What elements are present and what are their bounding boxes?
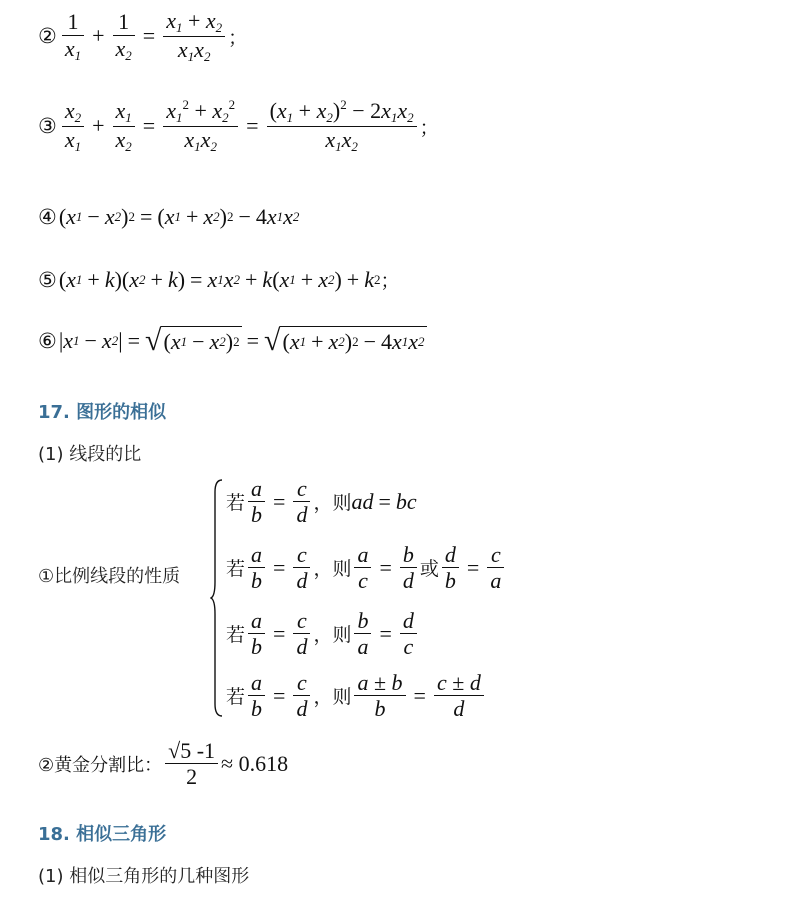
formula-number: ⑥ [38, 329, 57, 353]
formula-2: ② $\frac{1}{x_1}$ + $\frac{1}{x_2}$ = $\frac{x_1 + x_2}{x_1x_2}$ ； [38, 8, 248, 64]
rule-2: 若 $\frac{a}{b}$ = $\frac{c}{d}$ ， 则 $\frac{a}{c}$ = $\frac{b}{d}$ 或 $\frac{d}{b}$ = $\frac{c}{a}$ [226, 542, 507, 594]
formula-3: ③ $\frac{x_2}{x_1}$ + $\frac{x_1}{x_2}$ = $\frac{x_1^2 + x_2^2}{x_1x_2}$ = $\frac{(x_1 + x_2)^2 - 2x_1x_2}{x_1x_2}$ ； [38, 97, 439, 154]
brace [210, 478, 224, 718]
section-17-sub1: (1) 线段的比 [38, 444, 142, 465]
formula-5: ⑤ ( x 1 + k )( x 2 + k ) = x 1 x 2 + k ( x 1 + x 2 ) + k 2 ； [38, 266, 400, 292]
rule-3: 若 $\frac{a}{b}$ = $\frac{c}{d}$ ， 则 $\frac{b}{a}$ = $\frac{d}{c}$ [226, 608, 420, 660]
formula-number: ④ [38, 205, 57, 229]
rule-4: 若 $\frac{a}{b}$ = $\frac{c}{d}$ ， 则 $\frac{a \pm b}{b}$ = $\frac{c \pm d}{d}$ [226, 670, 487, 722]
semicolon: ； [380, 270, 400, 292]
golden-ratio-value: ≈ 0.618 [221, 750, 289, 776]
semicolon: ； [228, 26, 248, 49]
section-18-sub1: (1) 相似三角形的几种图形 [38, 866, 250, 887]
section-17-heading: 17. 图形的相似 [38, 402, 167, 423]
formula-4: ④ ( x 1 − x 2 ) 2 = ( x 1 + x 2 ) 2 − 4 x 1 x 2 [38, 204, 300, 229]
golden-ratio: ②黄金分割比： $\frac{√5 -1}{2}$ ≈ 0.618 [38, 738, 289, 790]
formula-number: ⑤ [38, 267, 57, 292]
golden-ratio-label: ②黄金分割比： [38, 754, 163, 776]
formula-number: ② [38, 24, 57, 49]
section-18-heading: 18. 相似三角形 [38, 824, 167, 845]
formula-6: ⑥ | x 1 − x 2 | = √ ( x 1 − x 2 ) 2 = √ ( x 1 + x 2 ) 2 − 4 x 1 x 2 [38, 324, 425, 357]
proportion-property-label: ①比例线段的性质 [38, 566, 181, 587]
semicolon: ； [419, 116, 439, 139]
formula-number: ③ [38, 114, 57, 139]
rule-1: 若 $\frac{a}{b}$ = $\frac{c}{d}$ ， 则 ad = bc [226, 476, 417, 528]
